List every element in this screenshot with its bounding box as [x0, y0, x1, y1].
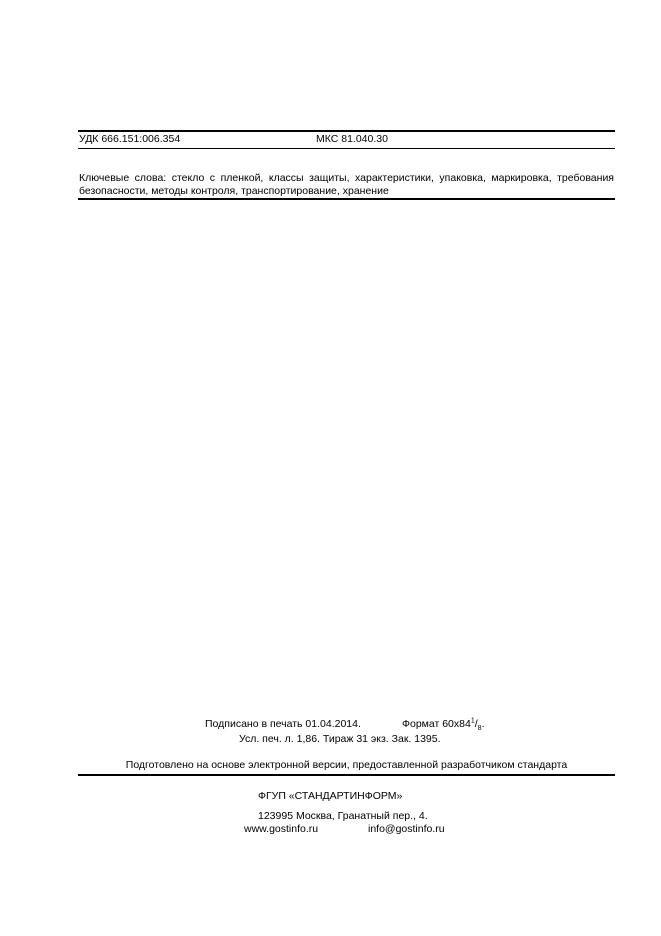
keywords-text: Ключевые слова: стекло с пленкой, классы защиты, характеристики, упаковка, маркировка, требования безопасности, методы контроля, транспортирование, хранение	[79, 172, 614, 197]
format-prefix: Формат 60х84	[402, 718, 471, 730]
udk-code: УДК 666.151:006.354	[79, 133, 181, 145]
format-suffix: .	[481, 718, 485, 730]
keywords-rule	[78, 198, 615, 200]
publisher-email[interactable]: info@gostinfo.ru	[368, 823, 445, 835]
format-denominator: 8	[477, 725, 482, 733]
format-numerator: 1	[470, 717, 475, 725]
mks-code: МКС 81.040.30	[316, 133, 388, 145]
format-info: Формат $60х84^1/_8$.	[402, 717, 485, 733]
publisher-website[interactable]: www.gostinfo.ru	[244, 823, 319, 835]
top-rule	[78, 130, 615, 132]
signed-date: Подписано в печать 01.04.2014.	[205, 718, 361, 730]
publisher-name: ФГУП «СТАНДАРТИНФОРМ»	[258, 790, 403, 802]
publisher-address: 123995 Москва, Гранатный пер., 4.	[258, 810, 428, 822]
imprint-rule	[78, 774, 615, 776]
classification-rule	[78, 148, 615, 149]
prepared-note: Подготовлено на основе электронной версии, предоставленной разработчиком стандарта	[125, 759, 568, 771]
print-info: Усл. печ. л. 1,86. Тираж 31 экз. Зак. 1395.	[239, 733, 441, 745]
